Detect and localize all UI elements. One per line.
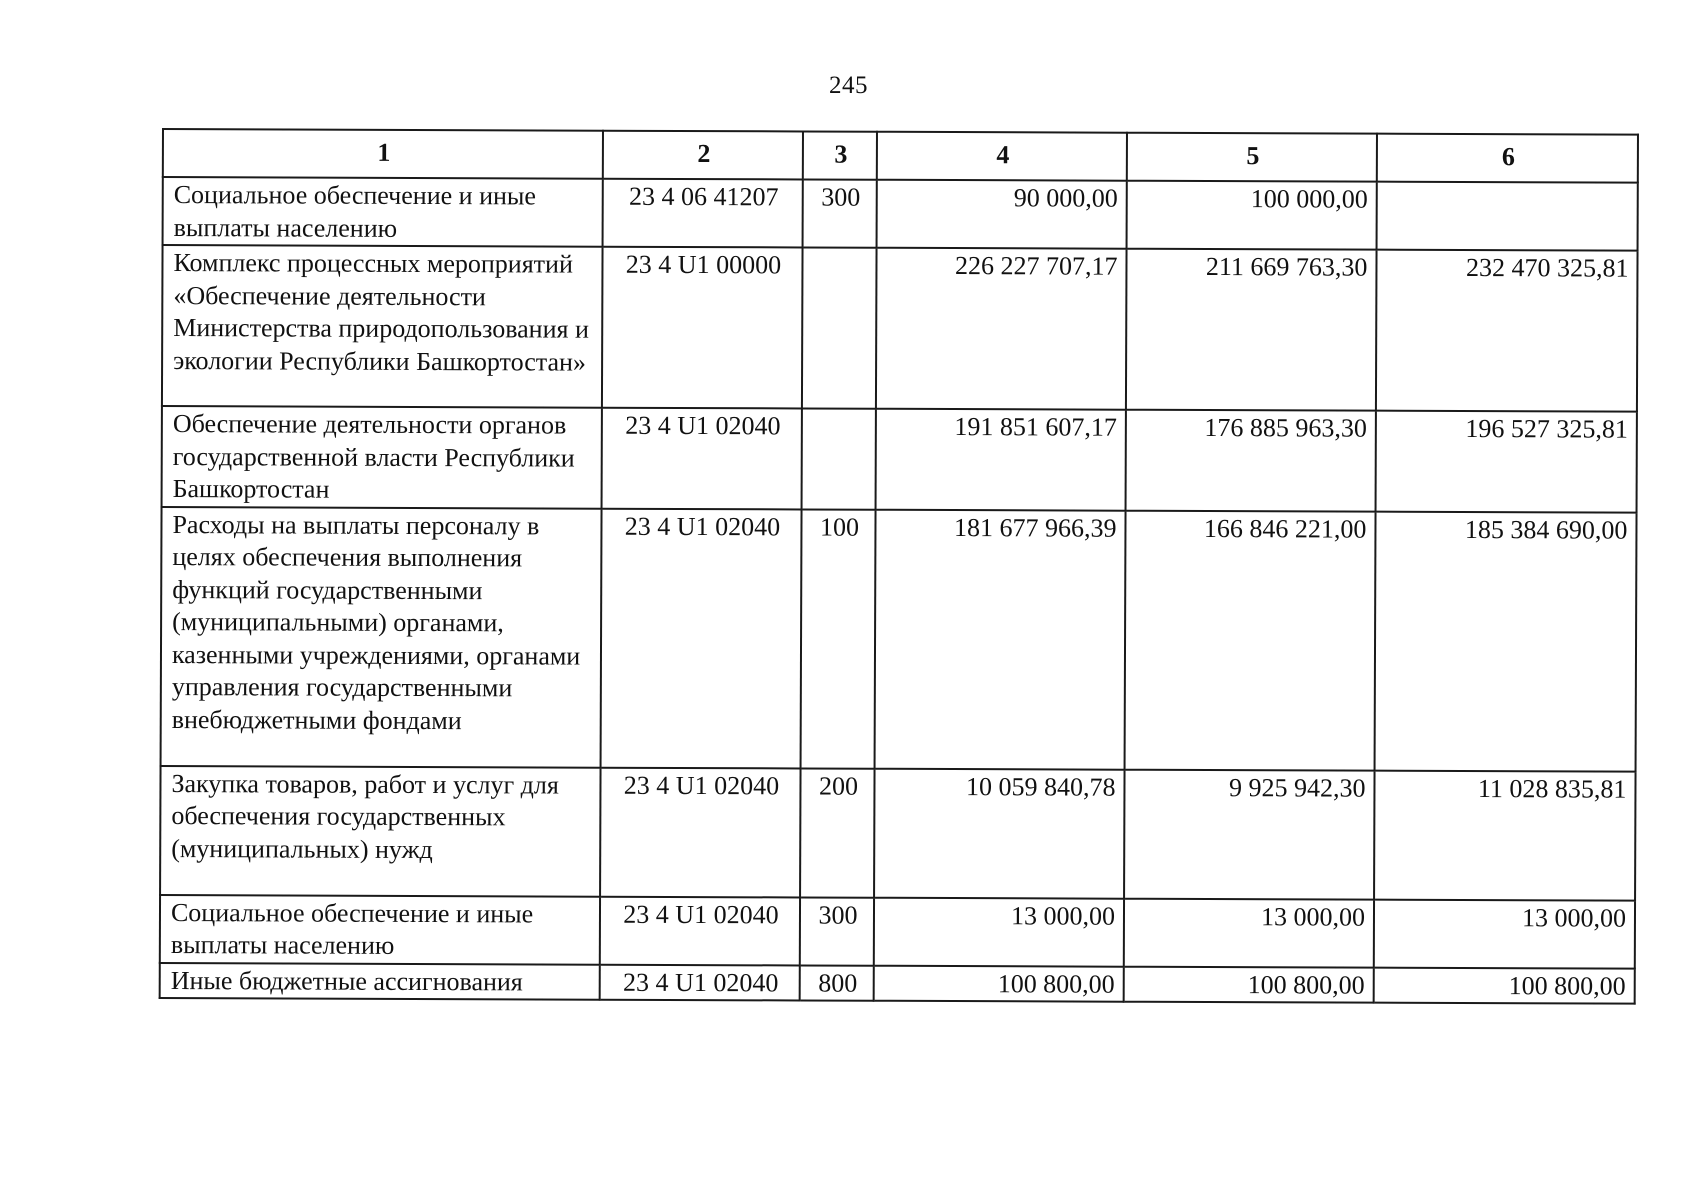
row-name: Обеспечение деятельности органов государственной власти Республики Башкортостан xyxy=(162,406,602,508)
row-target-code: 23 4 U1 02040 xyxy=(600,896,800,965)
column-header-3: 3 xyxy=(803,131,877,179)
header-row xyxy=(163,129,1638,183)
row-amount-3: 100 800,00 xyxy=(1374,967,1635,1004)
row-amount-3: 11 028 835,81 xyxy=(1374,770,1635,900)
table-row xyxy=(162,406,1637,512)
row-amount-1: 226 227 707,17 xyxy=(876,248,1127,410)
table-row xyxy=(160,894,1635,968)
row-expense-type: 300 xyxy=(803,179,877,247)
row-amount-3: 196 527 325,81 xyxy=(1376,411,1637,513)
row-amount-3: 232 470 325,81 xyxy=(1376,250,1638,412)
row-amount-2: 176 885 963,30 xyxy=(1126,410,1376,511)
column-header-5: 5 xyxy=(1127,133,1377,182)
row-amount-3: 185 384 690,00 xyxy=(1375,511,1637,771)
row-amount-1: 191 851 607,17 xyxy=(876,409,1126,510)
table-row xyxy=(161,507,1637,772)
row-amount-1: 10 059 840,78 xyxy=(874,768,1124,898)
row-name: Иные бюджетные ассигнования xyxy=(160,962,600,999)
row-amount-3 xyxy=(1377,182,1638,251)
row-target-code: 23 4 U1 02040 xyxy=(600,767,800,897)
row-name: Социальное обеспечение и иные выплаты населению xyxy=(160,894,600,964)
row-amount-2: 166 846 221,00 xyxy=(1125,510,1376,770)
row-amount-2: 100 800,00 xyxy=(1124,966,1374,1002)
row-expense-type: 300 xyxy=(800,897,874,965)
column-header-6: 6 xyxy=(1377,134,1638,183)
row-expense-type: 100 xyxy=(801,509,876,768)
row-expense-type xyxy=(802,247,877,408)
row-amount-1: 90 000,00 xyxy=(877,180,1127,249)
row-expense-type: 800 xyxy=(800,965,874,1001)
table-row xyxy=(160,765,1635,900)
row-amount-3: 13 000,00 xyxy=(1374,899,1635,968)
row-name: Закупка товаров, работ и услуг для обеспечения государственных (муниципальных) нужд xyxy=(160,765,600,896)
row-name: Социальное обеспечение и иные выплаты населению xyxy=(163,177,603,247)
table-row xyxy=(163,177,1638,251)
row-amount-2: 100 000,00 xyxy=(1127,181,1377,250)
page-number: 245 xyxy=(829,72,868,99)
row-expense-type: 200 xyxy=(800,768,874,897)
row-amount-2: 211 669 763,30 xyxy=(1126,249,1377,411)
row-target-code: 23 4 U1 00000 xyxy=(602,247,803,409)
row-amount-1: 181 677 966,39 xyxy=(875,509,1126,769)
row-target-code: 23 4 U1 02040 xyxy=(601,508,802,768)
row-name: Расходы на выплаты персоналу в целях обеспечения выполнения функций государственными (муниципальными) органами, казенными учреждениями, органами управления государственными внебюджетными фондами xyxy=(161,507,602,768)
row-amount-2: 13 000,00 xyxy=(1124,898,1374,967)
row-amount-2: 9 925 942,30 xyxy=(1124,769,1374,899)
table-row xyxy=(160,962,1635,1003)
column-header-2: 2 xyxy=(603,131,803,180)
row-target-code: 23 4 U1 02040 xyxy=(602,408,802,509)
row-name: Комплекс процессных мероприятий «Обеспечение деятельности Министерства природопользования и экологии Республики Башкортостан» xyxy=(162,245,603,408)
row-amount-1: 13 000,00 xyxy=(874,897,1124,966)
table-row xyxy=(162,245,1638,412)
row-target-code: 23 4 06 41207 xyxy=(603,179,803,248)
column-header-1: 1 xyxy=(163,129,603,179)
budget-table xyxy=(159,128,1639,1005)
row-target-code: 23 4 U1 02040 xyxy=(600,964,800,1000)
row-amount-1: 100 800,00 xyxy=(874,965,1124,1001)
row-expense-type xyxy=(802,408,876,509)
column-header-4: 4 xyxy=(877,132,1127,181)
